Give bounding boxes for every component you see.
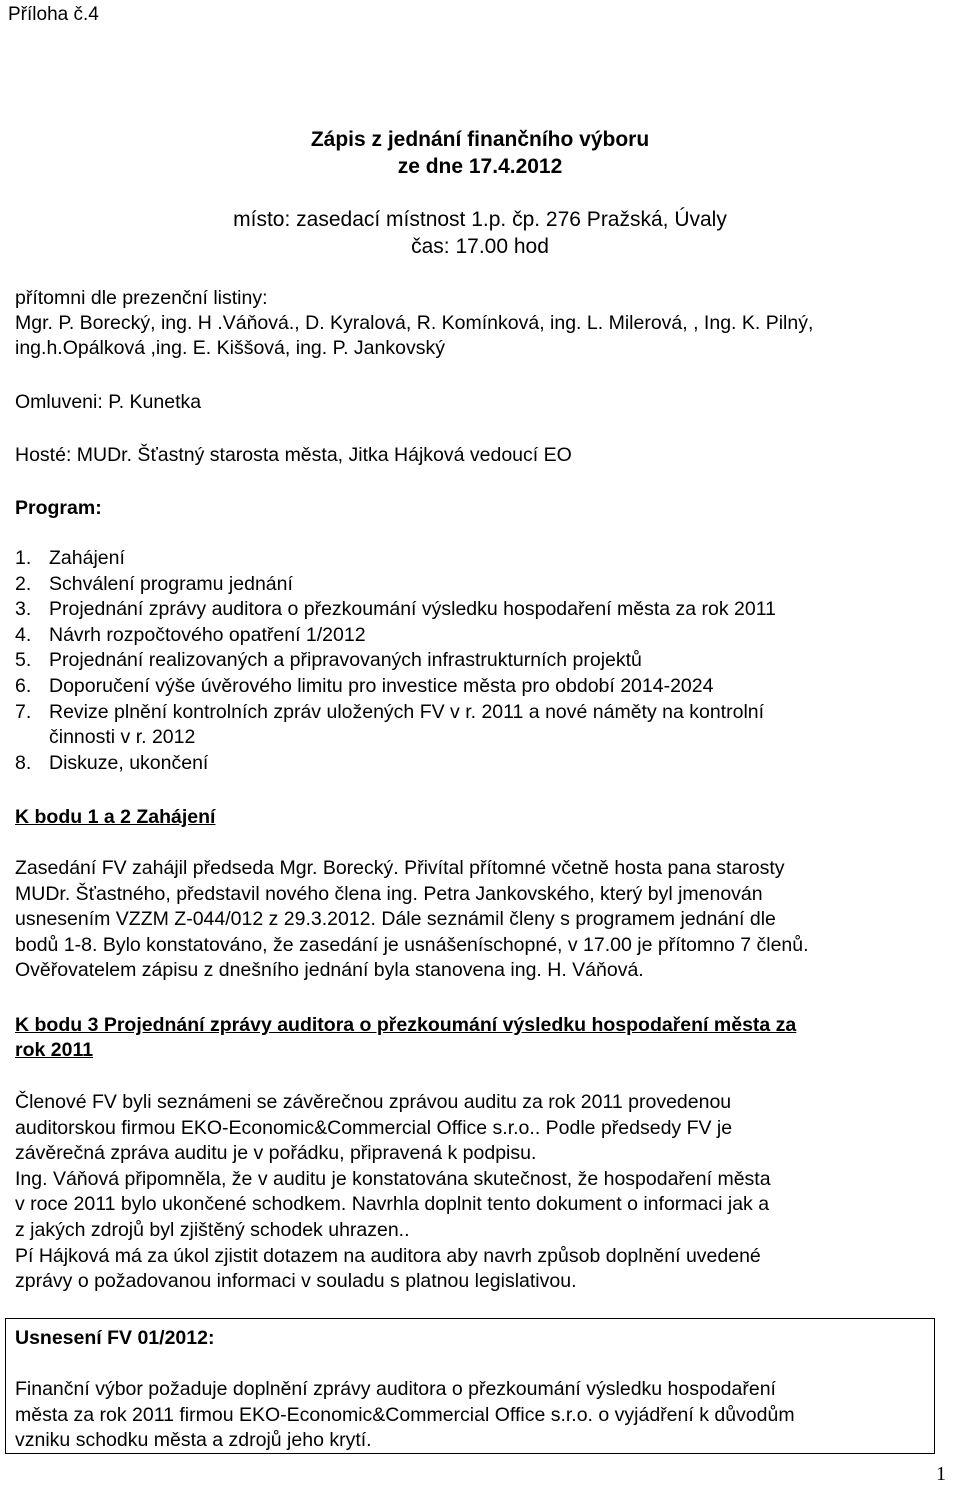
meeting-time: čas: 17.00 hod bbox=[411, 235, 549, 258]
program-heading: Program: bbox=[15, 497, 102, 519]
paragraph-line: Finanční výbor požaduje doplnění zprávy auditora o přezkoumání výsledku hospodaření bbox=[15, 1378, 776, 1400]
section-3-heading-line-1: K bodu 3 Projednání zprávy auditora o přezkoumání výsledku hospodaření města za bbox=[15, 1014, 797, 1036]
paragraph-line: usnesením VZZM Z-044/012 z 29.3.2012. Dále seznámil členy s programem jednání dle bbox=[15, 908, 776, 931]
program-item: 7. Revize plnění kontrolních zpráv uložených FV v r. 2011 a nové náměty na kontrolní bbox=[15, 700, 765, 723]
paragraph-line: MUDr. Šťastného, představil nového člena ing. Petra Jankovského, který byl jmenován bbox=[15, 882, 763, 905]
program-item: 1. Zahájení bbox=[15, 547, 125, 569]
attachment-label: Příloha č.4 bbox=[8, 4, 99, 25]
paragraph-line: Členové FV byli seznámeni se závěrečnou zprávou auditu za rok 2011 provedenou bbox=[15, 1091, 732, 1113]
paragraph-line: bodů 1-8. Bylo konstatováno, že zasedání je usnášeníschopné, v 17.00 je přítomno 7 členů. bbox=[15, 933, 809, 956]
program-item: 2. Schválení programu jednání bbox=[15, 572, 293, 595]
paragraph-line: závěrečná zpráva auditu je v pořádku, připravená k podpisu. bbox=[15, 1142, 537, 1165]
section-3-paragraph bbox=[15, 1090, 945, 1295]
guests-line: Hosté: MUDr. Šťastný starosta města, Jitka Hájková vedoucí EO bbox=[15, 444, 572, 466]
present-label: přítomni dle prezenční listiny: bbox=[15, 287, 268, 309]
resolution-text bbox=[15, 1377, 945, 1454]
document-title: Zápis z jednání finančního výboru bbox=[310, 128, 650, 151]
program-list bbox=[15, 546, 776, 776]
program-item: 8. Diskuze, ukončení bbox=[15, 751, 209, 774]
program-item: 4. Návrh rozpočtového opatření 1/2012 bbox=[15, 623, 366, 646]
program-item: 3. Projednání zprávy auditora o přezkoumání výsledku hospodaření města za rok 2011 bbox=[15, 598, 776, 621]
present-list-line-1: Mgr. P. Borecký, ing. H .Váňová., D. Kyralová, R. Komínková, ing. L. Milerová, , Ing. K. Pilný, bbox=[15, 312, 814, 334]
program-item: 6. Doporučení výše úvěrového limitu pro investice města pro období 2014-2024 bbox=[15, 674, 714, 697]
paragraph-line: města za rok 2011 firmou EKO-Economic&Commercial Office s.r.o. o vyjádření k důvodům bbox=[15, 1403, 795, 1426]
section-3-heading-line-2: rok 2011 bbox=[15, 1039, 94, 1061]
meeting-place: místo: zasedací místnost 1.p. čp. 276 Pražská, Úvaly bbox=[233, 208, 727, 231]
paragraph-line: Pí Hájková má za úkol zjistit dotazem na auditora aby navrh způsob doplnění uvedené bbox=[15, 1244, 761, 1267]
paragraph-line: Ing. Váňová připomněla, že v auditu je konstatována skutečnost, že hospodaření města bbox=[15, 1167, 771, 1190]
page-number: 1 bbox=[936, 1463, 946, 1485]
present-list-line-2: ing.h.Opálková ,ing. E. Kiššová, ing. P. Jankovský bbox=[15, 337, 445, 359]
paragraph-line: zprávy o požadovanou informaci v souladu s platnou legislativou. bbox=[15, 1270, 577, 1293]
section-1-heading: K bodu 1 a 2 Zahájení bbox=[15, 806, 216, 828]
paragraph-line: auditorskou firmou EKO-Economic&Commercial Office s.r.o.. Podle předsedy FV je bbox=[15, 1116, 733, 1139]
paragraph-line: Ověřovatelem zápisu z dnešního jednání byla stanovena ing. H. Váňová. bbox=[15, 959, 644, 982]
document-date: ze dne 17.4.2012 bbox=[397, 155, 563, 178]
excused-line: Omluveni: P. Kunetka bbox=[15, 391, 202, 413]
section-1-paragraph bbox=[15, 856, 945, 984]
program-item-continuation: činnosti v r. 2012 bbox=[49, 726, 196, 749]
paragraph-line: Zasedání FV zahájil předseda Mgr. Borecký. Přivítal přítomné včetně hosta pana starosty bbox=[15, 857, 785, 879]
program-item: 5. Projednání realizovaných a připravovaných infrastrukturních projektů bbox=[15, 649, 642, 672]
paragraph-line: v roce 2011 bylo ukončené schodkem. Navrhla doplnit tento dokument o informaci jak a bbox=[15, 1193, 770, 1216]
resolution-heading: Usnesení FV 01/2012: bbox=[15, 1327, 215, 1349]
paragraph-line: z jakých zdrojů byl zjištěný schodek uhrazen.. bbox=[15, 1218, 410, 1241]
paragraph-line: vzniku schodku města a zdrojů jeho krytí. bbox=[15, 1429, 372, 1452]
